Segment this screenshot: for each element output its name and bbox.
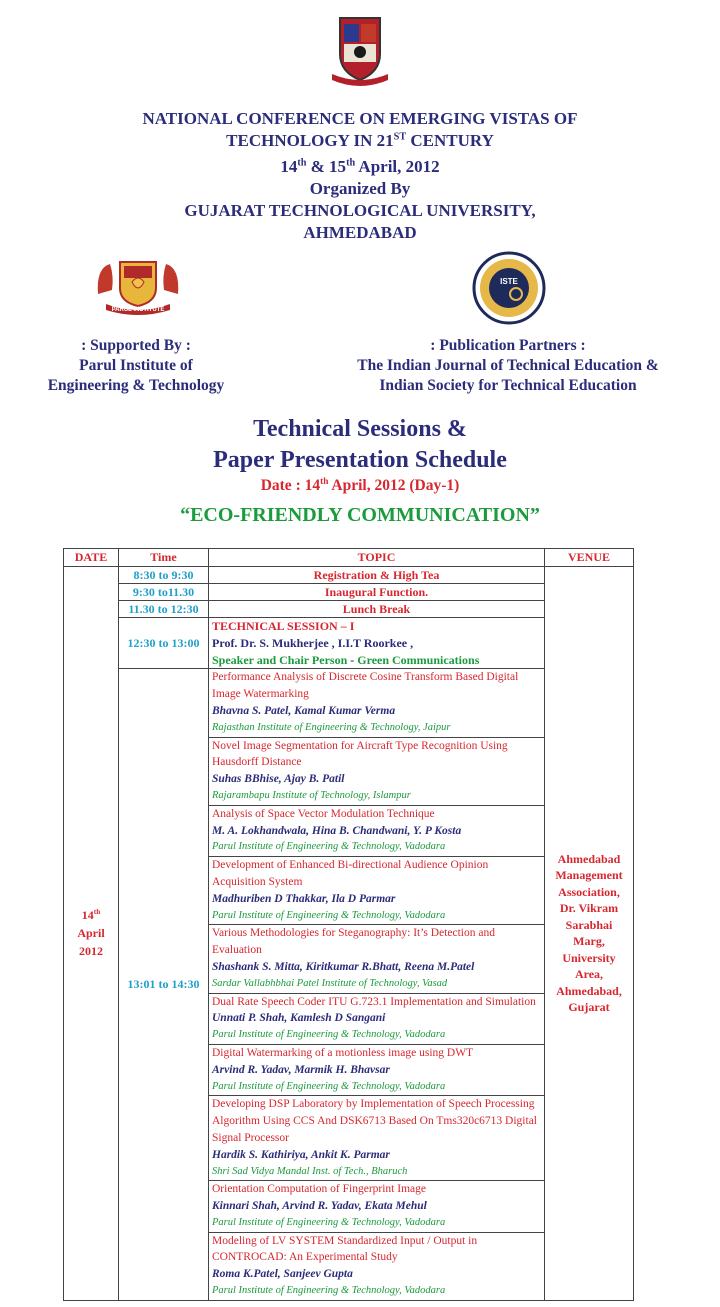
paper-institute: Parul Institute of Engineering & Technology, Vadodara	[212, 1285, 446, 1297]
time-cell: 8:30 to 9:30	[119, 567, 209, 584]
paper-title: Analysis of Space Vector Modulation Technique	[212, 807, 435, 820]
conference-dates: 14th & 15th April, 2012	[280, 157, 440, 176]
organizer-name: GUJARAT TECHNOLOGICAL UNIVERSITY,	[184, 201, 536, 220]
paper-authors: Roma K.Patel, Sanjeev Gupta	[212, 1268, 353, 1281]
paper-cell	[209, 925, 545, 993]
topic-cell: Registration & High Tea	[209, 567, 545, 584]
publication-partner-line1: The Indian Journal of Technical Education &	[357, 357, 659, 374]
paper-institute: Parul Institute of Engineering & Technology, Vadodara	[212, 1029, 446, 1041]
paper-cell	[209, 805, 545, 856]
publication-partners-block	[318, 336, 698, 396]
supporter-line2: Engineering & Technology	[47, 377, 225, 394]
conference-name-line2: TECHNOLOGY IN 21ST CENTURY	[226, 131, 494, 150]
paper-title: Orientation Computation of Fingerprint Image	[212, 1183, 426, 1196]
iste-logo	[472, 251, 546, 325]
paper-institute: Parul Institute of Engineering & Technology, Vadodara	[212, 841, 446, 853]
paper-title: Novel Image Segmentation for Aircraft Type Recognition Using Hausdorff Distance	[212, 739, 508, 769]
schedule-heading-line2: Paper Presentation Schedule	[213, 447, 507, 473]
schedule-heading	[0, 414, 720, 476]
session-title: TECHNICAL SESSION – I	[212, 619, 355, 633]
time-cell: 9:30 to11.30	[119, 584, 209, 601]
schedule-date: Date : 14th April, 2012 (Day-1)	[260, 476, 460, 494]
paper-authors: Unnati P. Shah, Kamlesh D Sangani	[212, 1012, 386, 1025]
column-header: TOPIC	[209, 549, 545, 567]
paper-cell	[209, 993, 545, 1044]
time-cell: 13:01 to 14:30	[119, 669, 209, 1300]
session-role: Speaker and Chair Person	[212, 652, 348, 667]
paper-title: Performance Analysis of Discrete Cosine Transform Based Digital Image Watermarking	[212, 671, 519, 701]
topic-cell: Inaugural Function.	[209, 584, 545, 601]
publication-partners-label: : Publication Partners :	[430, 337, 586, 354]
session-topic: Green Communications	[357, 652, 480, 667]
paper-institute: Sardar Vallabhbhai Patel Institute of Technology, Vasad	[212, 977, 448, 989]
paper-authors: Hardik S. Kathiriya, Ankit K. Parmar	[212, 1148, 390, 1161]
table-header-row	[64, 549, 634, 567]
paper-title: Dual Rate Speech Coder ITU G.723.1 Implementation and Simulation	[212, 995, 536, 1008]
schedule-theme: “ECO-FRIENDLY COMMUNICATION”	[180, 504, 540, 526]
date-cell: 14th April 2012	[64, 567, 119, 1301]
paper-authors: Madhuriben D Thakkar, Ila D Parmar	[212, 892, 396, 905]
topic-cell: Lunch Break	[209, 601, 545, 618]
paper-cell	[209, 1181, 545, 1232]
gtu-logo	[330, 14, 390, 86]
paper-cell	[209, 1232, 545, 1300]
paper-institute: Parul Institute of Engineering & Technology, Vadodara	[212, 1216, 446, 1228]
organizer-city: AHMEDABAD	[303, 223, 417, 242]
paper-authors: Arvind R. Yadav, Marmik H. Bhavsar	[212, 1063, 390, 1076]
paper-title: Developing DSP Laboratory by Implementation of Speech Processing Algorithm Using CCS And DSK6713 Based On Tms320c6713 Digital Signal Processor	[212, 1098, 537, 1144]
organized-by: Organized By	[309, 179, 411, 198]
column-header: VENUE	[545, 549, 634, 567]
paper-title: Digital Watermarking of a motionless image using DWT	[212, 1046, 474, 1059]
conference-name-line1: NATIONAL CONFERENCE ON EMERGING VISTAS OF	[142, 109, 578, 128]
conference-title	[0, 108, 720, 244]
session-cell: TECHNICAL SESSION – I Prof. Dr. S. Mukherjee , I.I.T Roorkee , Speaker and Chair Person - Green Communications	[209, 618, 545, 669]
paper-institute: Parul Institute of Engineering & Technology, Vadodara	[212, 909, 446, 921]
table-row	[64, 567, 634, 584]
svg-text:ISTE: ISTE	[500, 277, 518, 286]
svg-text:PARUL INSTITUTE: PARUL INSTITUTE	[111, 307, 165, 313]
time-cell: 11.30 to 12:30	[119, 601, 209, 618]
paper-title: Development of Enhanced Bi-directional Audience Opinion Acquisition System	[212, 859, 489, 888]
venue-cell: Ahmedabad Management Association, Dr. Vikram Sarabhai Marg, University Area, Ahmedabad, Gujarat	[545, 567, 634, 1301]
schedule-table	[63, 548, 634, 1301]
paper-authors: M. A. Lokhandwala, Hina B. Chandwani, Y. P Kosta	[212, 824, 462, 837]
paper-cell	[209, 1096, 545, 1181]
paper-cell	[209, 857, 545, 925]
supporter-line1: Parul Institute of	[79, 357, 193, 374]
session-chair: Prof. Dr. S. Mukherjee , I.I.T Roorkee ,	[212, 635, 414, 650]
paper-institute: Parul Institute of Engineering & Technology, Vadodara	[212, 1080, 446, 1092]
schedule-heading-line1: Technical Sessions &	[253, 416, 467, 442]
parul-institute-logo	[92, 254, 184, 316]
column-header: DATE	[64, 549, 119, 567]
paper-authors: Bhavna S. Patel, Kamal Kumar Verma	[212, 704, 396, 717]
paper-institute: Rajarambapu Institute of Technology, Islampur	[212, 789, 411, 801]
supported-by-block	[20, 336, 252, 396]
paper-cell	[209, 669, 545, 737]
paper-title: Modeling of LV SYSTEM Standardized Input / Output in CONTROCAD: An Experimental Study	[212, 1234, 478, 1264]
paper-institute: Shri Sad Vidya Mandal Inst. of Tech., Bharuch	[212, 1165, 408, 1177]
paper-authors: Shashank S. Mitta, Kiritkumar R.Bhatt, Reena M.Patel	[212, 960, 475, 973]
supported-by-label: : Supported By :	[81, 337, 191, 354]
column-header: Time	[119, 549, 209, 567]
publication-partner-line2: Indian Society for Technical Education	[379, 377, 637, 394]
paper-institute: Rajasthan Institute of Engineering & Technology, Jaipur	[212, 721, 451, 733]
paper-cell	[209, 737, 545, 805]
time-cell: 12:30 to 13:00	[119, 618, 209, 669]
paper-authors: Suhas BBhise, Ajay B. Patil	[212, 773, 345, 786]
paper-cell	[209, 1044, 545, 1095]
paper-authors: Kinnari Shah, Arvind R. Yadav, Ekata Mehul	[212, 1200, 427, 1213]
paper-title: Various Methodologies for Steganography: It’s Detection and Evaluation	[212, 927, 495, 957]
